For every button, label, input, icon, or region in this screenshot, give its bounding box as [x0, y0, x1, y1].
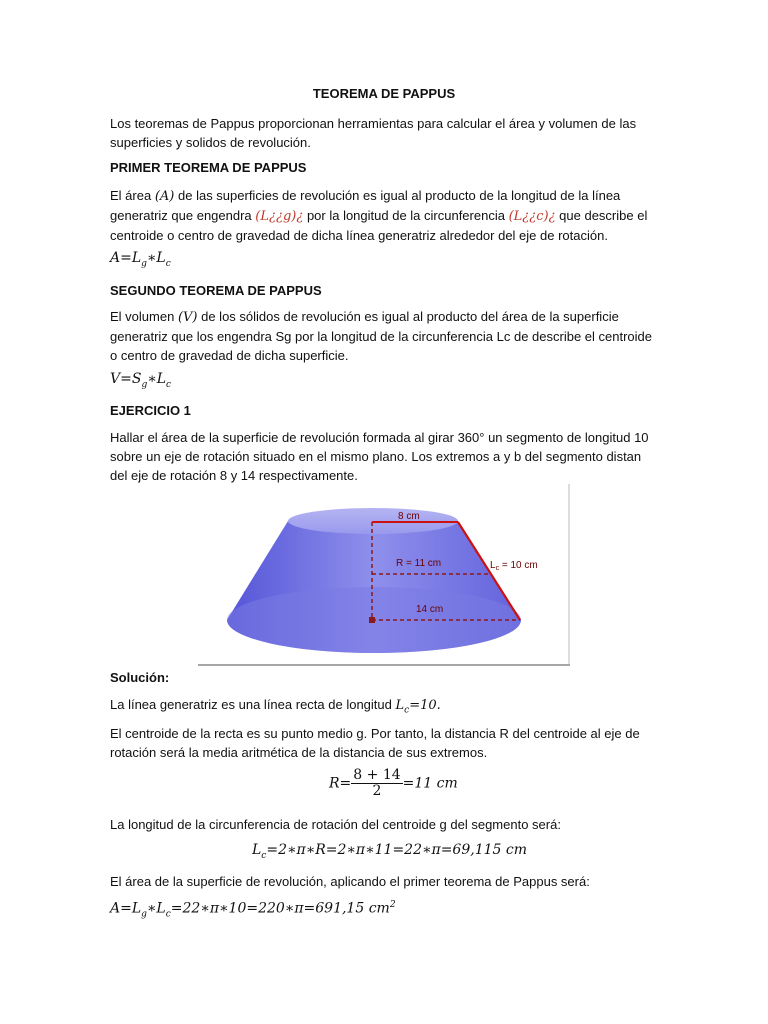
solution-step-2: El centroide de la recta es su punto medio g. Por tanto, la distancia R del centroide al eje de rotación será la media aritmética de la distancia de sus extremos. [110, 726, 640, 760]
equation-r [329, 768, 458, 799]
eq-r-numerator: 8 + 14 [353, 767, 401, 783]
second-p2: de los sólidos de revolución es igual al producto del área de la superficie generatriz que los engendra Sg por la longitud de la circunferencia Lc de describe el centroide o centro de gravedad de dicha superficie. [110, 309, 653, 363]
solution-step-1 [110, 695, 655, 721]
first-sym1: (L¿¿g)¿ [255, 209, 304, 224]
second-theorem-paragraph [110, 307, 655, 365]
second-p1: El volumen [110, 309, 175, 324]
slant-label: $L_c = 10$ cm [490, 560, 538, 572]
second-theorem-heading: SEGUNDO TEOREMA DE PAPPUS [110, 283, 322, 298]
solution-heading: Solución: [110, 670, 170, 685]
page-title: TEOREMA DE PAPPUS [312, 86, 456, 101]
solution-step-3: La longitud de la circunferencia de rotación del centroide g del segmento será: [110, 817, 561, 832]
first-p3: por la longitud de la circunferencia [306, 208, 505, 223]
second-formula: $V=S_g∗L_c$ [110, 371, 172, 390]
frustum-diagram [198, 484, 570, 668]
exercise-heading: EJERCICIO 1 [110, 403, 191, 418]
first-p1: El área [110, 188, 152, 203]
radius-label: R = 11 cm [396, 558, 442, 569]
eq-r-denominator: 2 [372, 783, 382, 799]
equation-area: $A=L_g∗L_c=22∗\pi∗10=220∗\pi=691,15$ $cm^2$ [110, 900, 396, 920]
first-sym2: (L¿¿c)¿ [508, 209, 556, 224]
solution-step-4: El área de la superficie de revolución, aplicando el primer teorema de Pappus será: [110, 874, 590, 889]
first-p4: que describe el centroide o centro de gravedad de dicha línea generatriz alrededor del eje de rotación. [110, 208, 648, 243]
first-theorem-heading: PRIMER TEOREMA DE PAPPUS [110, 160, 307, 175]
eq-r-left: R= [329, 775, 352, 792]
first-theorem-paragraph [110, 186, 655, 245]
first-var: (A) [154, 189, 175, 204]
equation-lc: $L_c=2∗\pi∗R=2∗\pi∗11=22∗\pi=69,115$ cm [252, 842, 527, 861]
first-formula: $A=L_g∗L_c$ [110, 250, 171, 269]
frustum-figure [198, 484, 570, 668]
exercise-statement: Hallar el área de la superficie de revolución formada al girar 360° un segmento de longitud 10 sobre un eje de rotación situado en el mismo plano. Los extremos a y b del segmento distan del eje de rotación 8 y 14 respectivamente. [110, 430, 649, 483]
top-radius-label: 8 cm [398, 511, 420, 522]
second-var: (V) [177, 310, 198, 325]
eq-r-fraction [351, 768, 402, 799]
bottom-radius-label: 14 cm [416, 604, 444, 615]
eq-r-right: =11 cm [402, 775, 458, 792]
first-p2: de las superficies de revolución es igual al producto de la longitud de la línea generatriz que engendra [110, 188, 621, 223]
solution-s1-text: La línea generatriz es una línea recta de longitud [110, 697, 392, 712]
intro-paragraph: Los teoremas de Pappus proporcionan herramientas para calcular el área y volumen de las superficies y solidos de revolución. [110, 116, 637, 150]
solution-s1-math: $L_c=10$. [395, 698, 441, 716]
